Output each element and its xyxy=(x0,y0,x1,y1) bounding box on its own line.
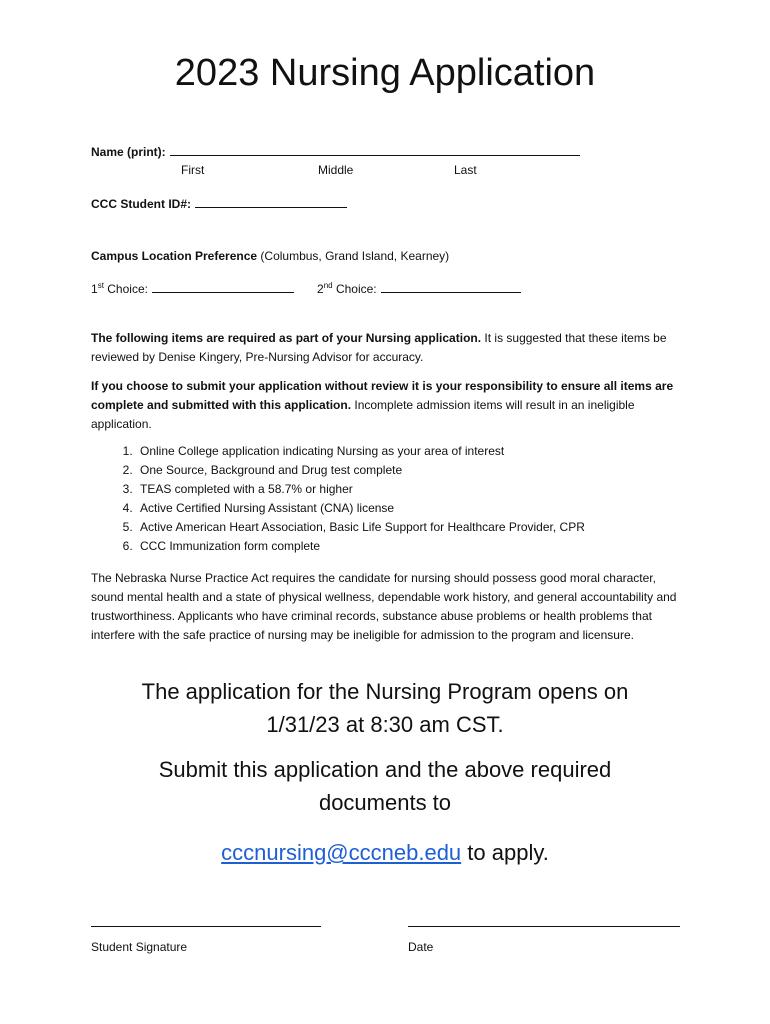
list-item: 6. CCC Immunization form complete xyxy=(136,537,696,556)
first-choice-input-line[interactable] xyxy=(152,280,294,293)
first-choice-row xyxy=(91,276,294,299)
name-sub-first: First xyxy=(181,163,205,177)
intro-normal: It is suggested that these items be reviewed by Denise Kingery, Pre-Nursing Advisor for accuracy. xyxy=(91,331,667,364)
announcement-line-2: 1/31/23 at 8:30 am CST. xyxy=(266,712,504,737)
campus-label: Campus Location Preference xyxy=(91,249,258,263)
warning-normal: Incomplete admission items will result in an ineligible application. xyxy=(91,398,635,431)
first-choice-sup: st xyxy=(97,281,104,290)
name-sub-last: Last xyxy=(454,163,477,177)
name-field-row xyxy=(91,143,580,162)
second-choice-row xyxy=(317,276,521,299)
student-signature-line[interactable] xyxy=(91,926,321,927)
submit-suffix: to apply. xyxy=(467,840,549,865)
second-choice-number: 2 xyxy=(317,282,324,296)
second-choice-input-line[interactable] xyxy=(381,280,521,293)
student-id-row xyxy=(91,195,347,214)
second-choice-label: Choice: xyxy=(335,282,377,296)
list-item: 4. Active Certified Nursing Assistant (CNA) license xyxy=(136,499,696,518)
submit-line-1: Submit this application and the above required xyxy=(158,757,612,782)
list-item: 2. One Source, Background and Drug test complete xyxy=(136,461,696,480)
intro-paragraph xyxy=(91,329,683,367)
student-id-input-line[interactable] xyxy=(195,195,347,208)
list-item: 3. TEAS completed with a 58.7% or higher xyxy=(136,480,696,499)
page-title: 2023 Nursing Application xyxy=(174,52,596,94)
first-choice-number: 1 xyxy=(91,282,98,296)
list-item: 1. Online College application indicating Nursing as your area of interest xyxy=(136,442,696,461)
name-input-line[interactable] xyxy=(170,143,580,156)
student-signature-label: Student Signature xyxy=(91,940,188,954)
name-sub-middle: Middle xyxy=(318,163,354,177)
practice-act-paragraph: The Nebraska Nurse Practice Act requires the candidate for nursing should possess good moral character, sound mental health and a state of physical wellness, dependable work history, and general accountability and trustworthiness. Applicants who have criminal records, substance abuse problems or health problems that interfere with the safe practice of nursing may be ineligible for admission to the program and licensure. xyxy=(91,571,677,642)
name-label: Name (print): xyxy=(91,145,166,159)
campus-options: (Columbus, Grand Island, Kearney) xyxy=(260,249,450,263)
intro-bold: The following items are required as part of your Nursing application. xyxy=(91,331,482,345)
email-link[interactable]: cccnursing@cccneb.edu xyxy=(221,840,462,865)
announcement-line-1: The application for the Nursing Program opens on xyxy=(141,679,629,704)
warning-paragraph xyxy=(91,377,683,434)
date-label: Date xyxy=(408,940,434,954)
first-choice-label: Choice: xyxy=(107,282,148,296)
campus-preference-row xyxy=(91,247,449,266)
list-item: 5. Active American Heart Association, Basic Life Support for Healthcare Provider, CPR xyxy=(136,518,696,537)
requirements-list xyxy=(91,442,696,556)
student-id-label: CCC Student ID#: xyxy=(91,197,191,211)
submit-email-row xyxy=(0,836,770,869)
second-choice-sup: nd xyxy=(323,281,333,290)
submit-line-2: documents to xyxy=(318,790,452,815)
warning-bold: If you choose to submit your application without review it is your responsibility to ensure all items are complete and submitted with this application. xyxy=(91,379,674,412)
date-line[interactable] xyxy=(408,926,680,927)
